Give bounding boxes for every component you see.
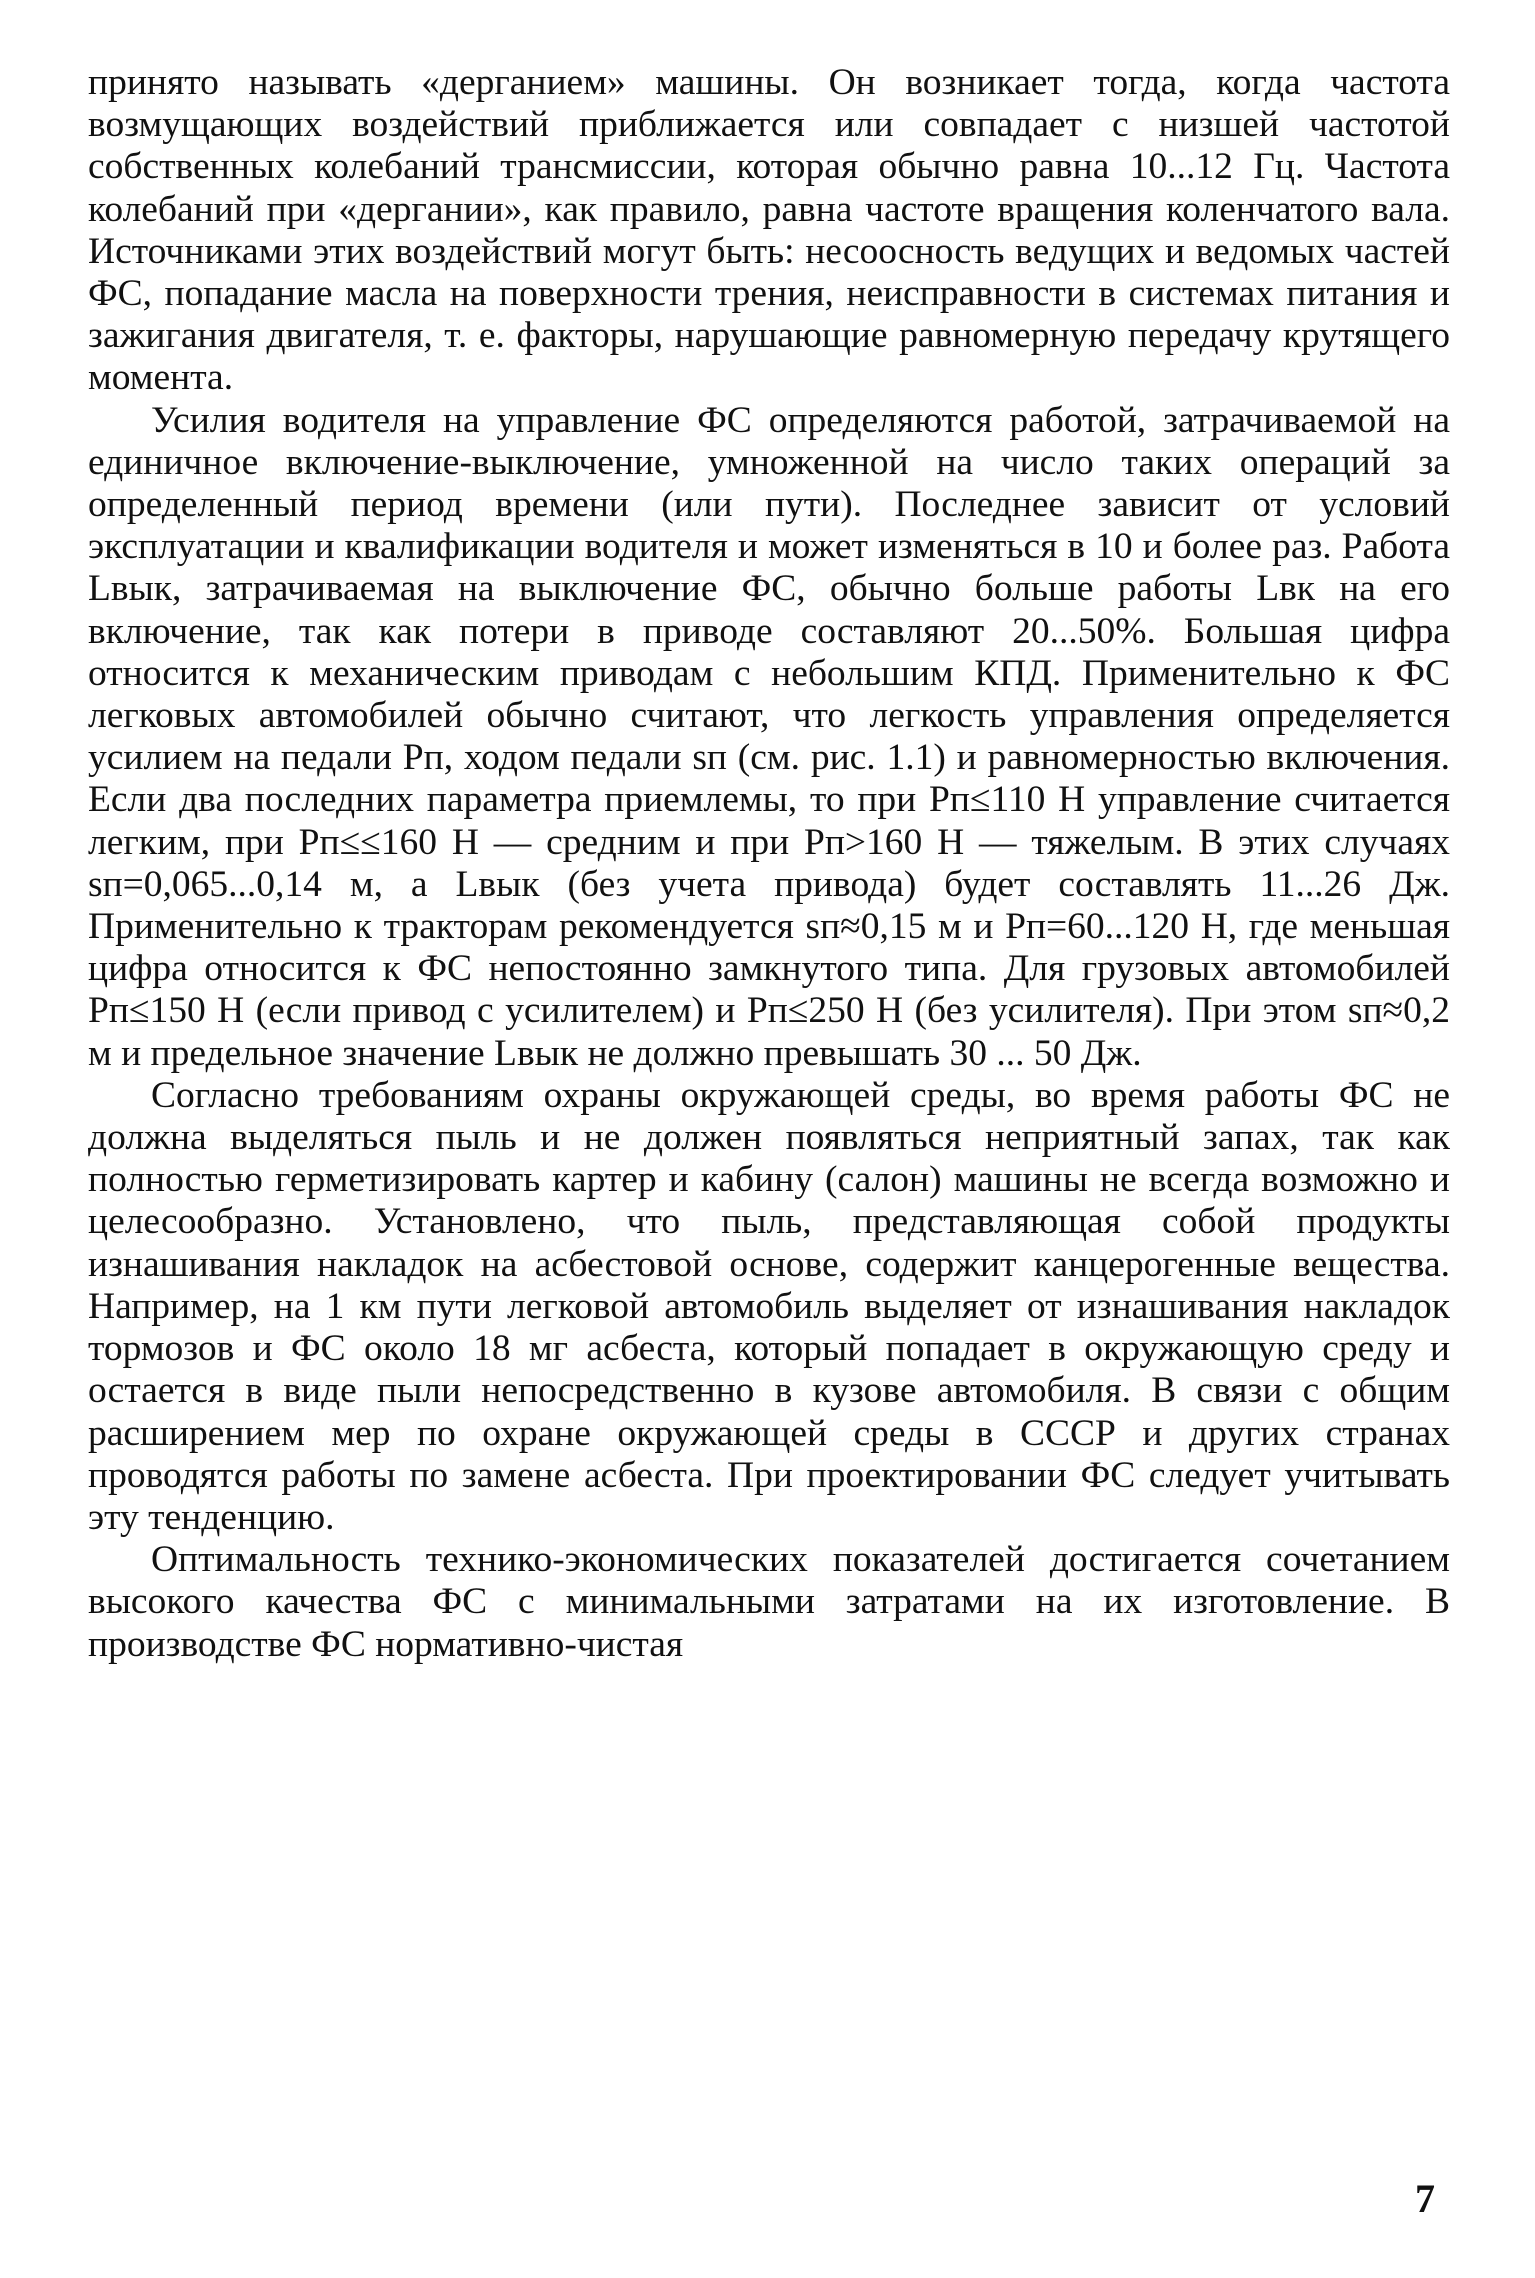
page-number: 7 — [1415, 2176, 1435, 2221]
paragraph-environment: Согласно требованиям охраны окружающей среды, во время работы ФС не должна выделяться пыль и не должен появляться неприятный запах, так как полностью герметизировать картер и кабину (салон) машины не всегда возможно и целесообразно. Установлено, что пыль, представляющая собой продукты изнашивания накладок на асбестовой основе, содержит канцерогенные вещества. Например, на 1 км пути легковой автомобиль выделяет от изнашивания накладок тормозов и ФС около 18 мг асбеста, который попадает в окружающую среду и остается в виде пыли непосредственно в кузове автомобиля. В связи с общим расширением мер по охране окружающей среды в СССР и других странах проводятся работы по замене асбеста. При проектировании ФС следует учитывать эту тенденцию. — [88, 1074, 1450, 1538]
paragraph-economics: Оптимальность технико-экономических показателей достигается сочетанием высокого качества ФС с минимальными затратами на их изготовление. В производстве ФС нормативно-чистая — [88, 1539, 1450, 1665]
paragraph-jerking: принято называть «дерганием» машины. Он возникает тогда, когда частота возмущающих воздействий приближается или совпадает с низшей частотой собственных колебаний трансмиссии, которая обычно равна 10...12 Гц. Частота колебаний при «дергании», как правило, равна частоте вращения коленчатого вала. Источниками этих воздействий могут быть: несоосность ведущих и ведомых частей ФС, попадание масла на поверхности трения, неисправности в системах питания и зажигания двигателя, т. е. факторы, нарушающие равномерную передачу крутящего момента. — [88, 62, 1450, 399]
page-body — [88, 62, 1450, 1666]
paragraph-driver-effort: Усилия водителя на управление ФС определяются работой, затрачиваемой на единичное включение-выключение, умноженной на число таких операций за определенный период времени (или пути). Последнее зависит от условий эксплуатации и квалификации водителя и может изменяться в 10 и более раз. Работа Lвык, затрачиваемая на выключение ФС, обычно больше работы Lвк на его включение, так как потери в приводе составляют 20...50%. Большая цифра относится к механическим приводам с небольшим КПД. Применительно к ФС легковых автомобилей обычно считают, что легкость управления определяется усилием на педали Pп, ходом педали sп (см. рис. 1.1) и равномерностью включения. Если два последних параметра приемлемы, то при Pп≤110 Н управление считается легким, при Pп≤≤160 Н — средним и при Pп>160 Н — тяжелым. В этих случаях sп=0,065...0,14 м, а Lвык (без учета привода) будет составлять 11...26 Дж. Применительно к тракторам рекомендуется sп≈0,15 м и Pп=60...120 Н, где меньшая цифра относится к ФС непостоянно замкнутого типа. Для грузовых автомобилей Pп≤150 Н (если привод с усилителем) и Pп≤250 Н (без усилителя). При этом sп≈0,2 м и предельное значение Lвык не должно превышать 30 ... 50 Дж. — [88, 399, 1450, 1074]
